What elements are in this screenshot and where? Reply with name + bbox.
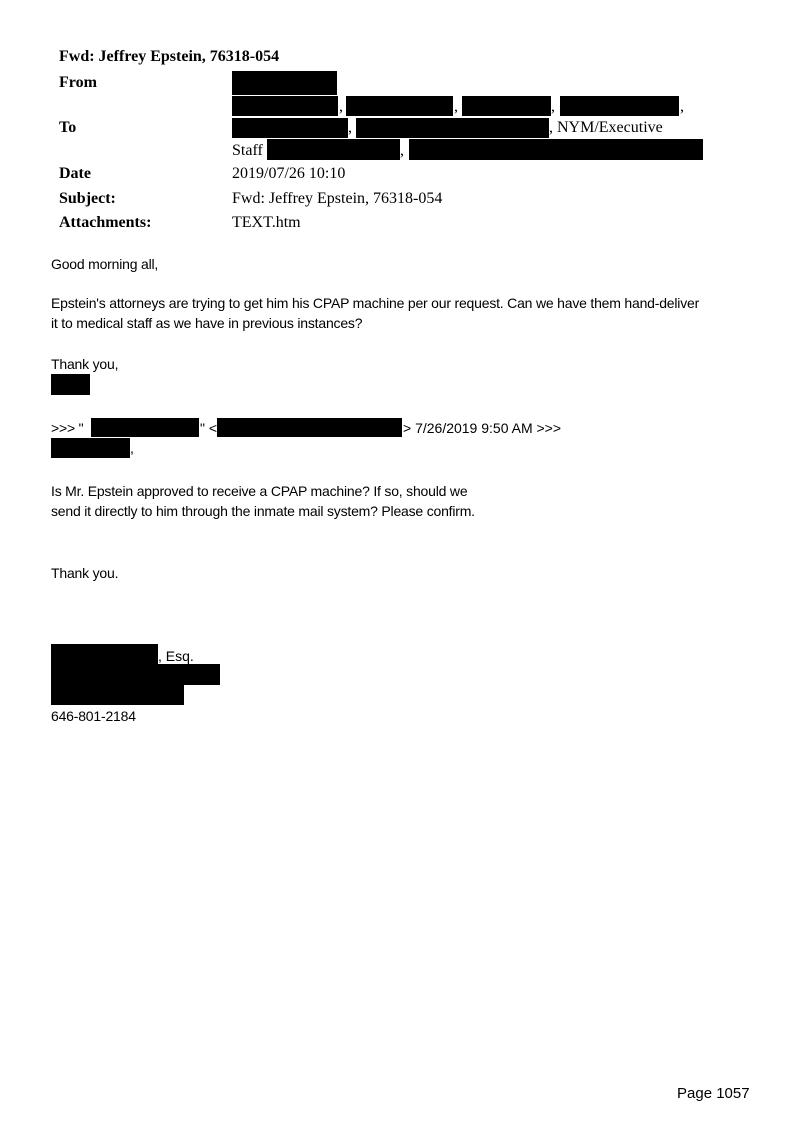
to-separator: , xyxy=(339,98,343,115)
to-staff-text: Staff xyxy=(232,142,263,159)
subject-label: Subject: xyxy=(59,190,116,207)
forward-thanks: Thank you. xyxy=(51,565,119,581)
subject-value: Fwd: Jeffrey Epstein, 76318-054 xyxy=(232,190,443,207)
email-subject-heading: Fwd: Jeffrey Epstein, 76318-054 xyxy=(59,48,280,65)
attachments-label: Attachments: xyxy=(59,214,152,231)
phone-number: 646-801-2184 xyxy=(51,708,136,724)
body-paragraph-line: Epstein's attorneys are trying to get him his CPAP machine per our request. Can we have them hand-deliver xyxy=(51,295,700,311)
esq-text: , Esq. xyxy=(158,648,194,664)
body-paragraph-line: it to medical staff as we have in previous instances? xyxy=(51,315,363,331)
forward-mid: " < xyxy=(200,420,218,436)
address-redaction xyxy=(51,685,184,705)
question-line: Is Mr. Epstein approved to receive a CPAP machine? If so, should we xyxy=(51,483,468,499)
to-redaction xyxy=(560,96,679,116)
date-value: 2019/07/26 10:10 xyxy=(232,165,346,182)
attachment-link[interactable]: TEXT.htm xyxy=(232,214,301,231)
question-line: send it directly to him through the inmate mail system? Please confirm. xyxy=(51,503,475,519)
to-label: To xyxy=(59,119,77,136)
to-redaction xyxy=(462,96,551,116)
date-label: Date xyxy=(59,165,91,182)
to-separator: , xyxy=(454,98,458,115)
to-redaction xyxy=(267,139,400,160)
attorney-name-redaction xyxy=(51,644,158,665)
sender-email-redaction xyxy=(217,418,402,437)
thanks-line: Thank you, xyxy=(51,356,119,372)
from-label: From xyxy=(59,74,97,91)
forward-prefix: >>> " xyxy=(51,420,84,436)
from-redaction xyxy=(232,71,337,95)
forward-suffix: > 7/26/2019 9:50 AM >>> xyxy=(403,420,562,436)
firm-redaction xyxy=(51,664,220,685)
to-redaction xyxy=(232,118,348,138)
to-redaction xyxy=(409,139,703,160)
to-partial-text: , NYM/Executive xyxy=(549,119,663,136)
signature-redaction xyxy=(51,374,90,395)
to-separator: , xyxy=(400,142,404,159)
recipient-redaction xyxy=(51,438,130,458)
sender-name-redaction xyxy=(91,418,199,437)
page-number: Page 1057 xyxy=(677,1085,750,1102)
to-redaction xyxy=(356,118,549,138)
recipient-comma: , xyxy=(130,440,134,456)
to-redaction xyxy=(346,96,453,116)
greeting: Good morning all, xyxy=(51,256,159,272)
to-redaction xyxy=(232,96,338,116)
to-separator: , xyxy=(680,98,684,115)
to-separator: , xyxy=(551,98,555,115)
to-separator: , xyxy=(348,119,352,136)
